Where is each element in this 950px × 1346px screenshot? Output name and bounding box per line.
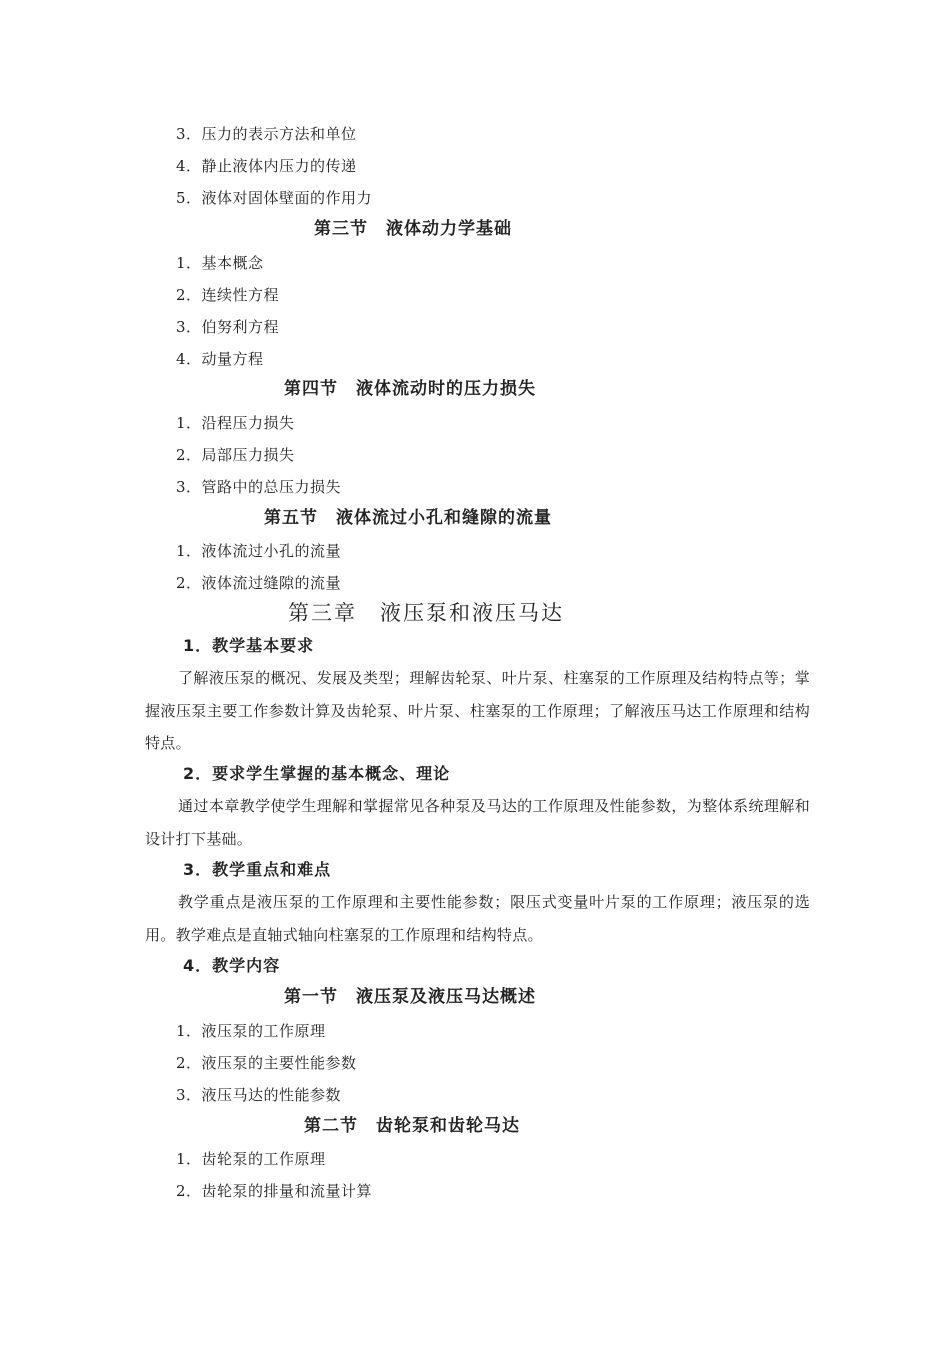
- section-heading: 第四节 液体流动时的压力损失: [284, 379, 536, 399]
- paragraph: 教学重点是液压泵的工作原理和主要性能参数；限压式变量叶片泵的工作原理；液压泵的选用。教学难点是直轴式轴向柱塞泵的工作原理和结构特点。: [145, 893, 810, 944]
- section-heading: 第三节 液体动力学基础: [314, 219, 512, 239]
- list-item: 4．动量方程: [176, 350, 264, 368]
- list-item: 2．液压泵的主要性能参数: [176, 1054, 357, 1072]
- list-item: 1．沿程压力损失: [176, 414, 295, 432]
- section-heading: 第一节 液压泵及液压马达概述: [284, 987, 536, 1007]
- list-item: 3．压力的表示方法和单位: [176, 125, 357, 143]
- list-item: 1．基本概念: [176, 254, 264, 272]
- list-item: 2．齿轮泵的排量和流量计算: [176, 1182, 373, 1200]
- subheading: 2．要求学生掌握的基本概念、理论: [183, 764, 451, 783]
- paragraph: 通过本章教学使学生理解和掌握常见各种泵及马达的工作原理及性能参数，为整体系统理解和设计打下基础。: [145, 797, 810, 848]
- list-item: 2．连续性方程: [176, 286, 280, 304]
- section-heading: 第五节 液体流过小孔和缝隙的流量: [264, 508, 552, 528]
- list-item: 4．静止液体内压力的传递: [176, 157, 357, 175]
- list-item: 1．齿轮泵的工作原理: [176, 1150, 326, 1168]
- chapter-title: 第三章 液压泵和液压马达: [288, 601, 564, 625]
- list-item: 1．液体流过小孔的流量: [176, 542, 342, 560]
- subheading: 3．教学重点和难点: [183, 860, 332, 879]
- list-item: 2．局部压力损失: [176, 446, 295, 464]
- list-item: 3．液压马达的性能参数: [176, 1086, 342, 1104]
- list-item: 5．液体对固体壁面的作用力: [176, 189, 373, 207]
- subheading: 1．教学基本要求: [183, 636, 315, 655]
- paragraph: 了解液压泵的概况、发展及类型；理解齿轮泵、叶片泵、柱塞泵的工作原理及结构特点等；掌握液压泵主要工作参数计算及齿轮泵、叶片泵、柱塞泵的工作原理；了解液压马达工作原理和结构特点。: [145, 669, 810, 752]
- list-item: 3．伯努利方程: [176, 318, 280, 336]
- section-heading: 第二节 齿轮泵和齿轮马达: [304, 1116, 520, 1136]
- list-item: 3．管路中的总压力损失: [176, 478, 342, 496]
- list-item: 2．液体流过缝隙的流量: [176, 574, 342, 592]
- subheading: 4．教学内容: [183, 956, 281, 975]
- list-item: 1．液压泵的工作原理: [176, 1022, 326, 1040]
